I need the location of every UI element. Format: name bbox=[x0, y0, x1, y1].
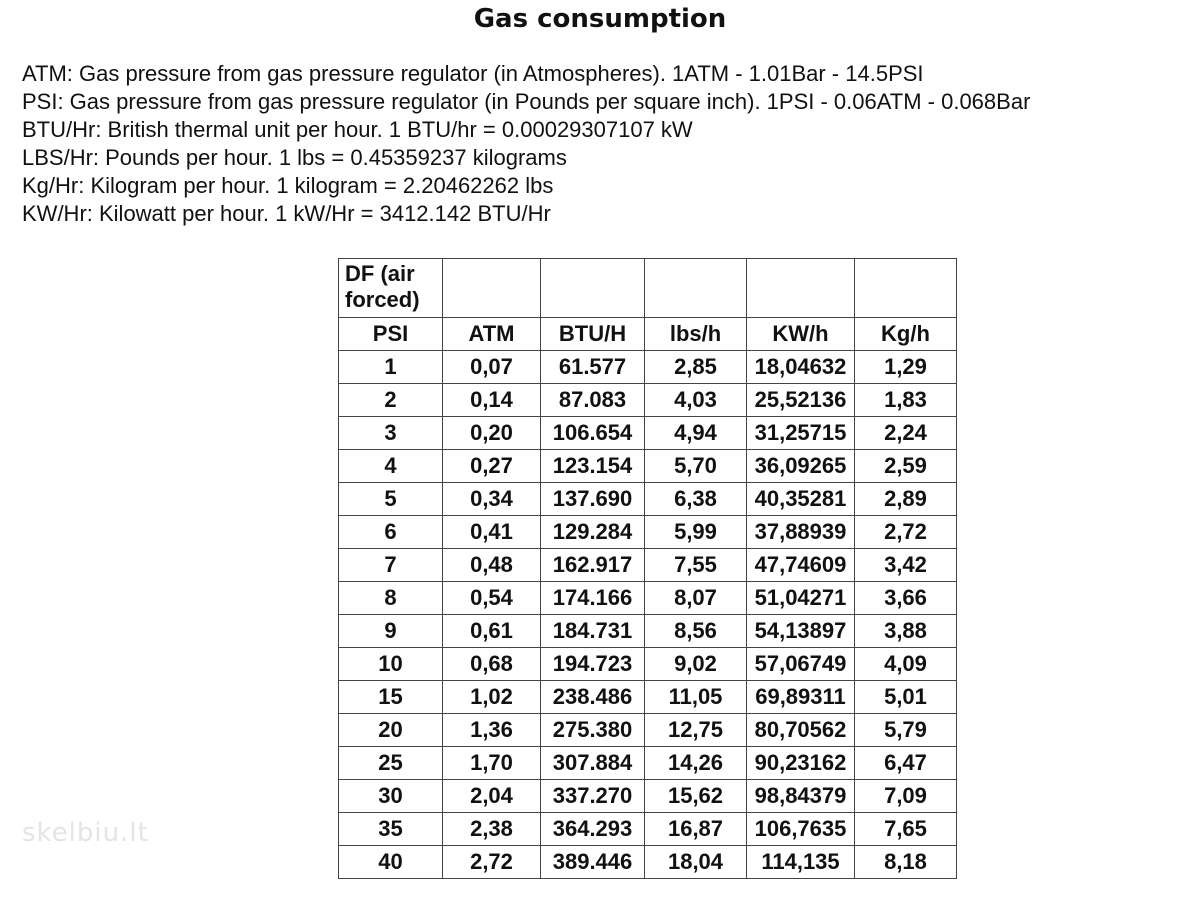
cell-atm: 2,38 bbox=[443, 813, 541, 846]
cell-kg: 3,88 bbox=[855, 615, 957, 648]
definition-kw: KW/Hr: Kilowatt per hour. 1 kW/Hr = 3412.142 BTU/Hr bbox=[22, 201, 551, 226]
cell-psi: 2 bbox=[339, 384, 443, 417]
cell-btu: 238.486 bbox=[541, 681, 645, 714]
cell-btu: 61.577 bbox=[541, 351, 645, 384]
cell-kw: 40,35281 bbox=[747, 483, 855, 516]
table-caption: DF (air forced) bbox=[339, 259, 443, 318]
definition-atm: ATM: Gas pressure from gas pressure regulator (in Atmospheres). 1ATM - 1.01Bar - 14.5PSI bbox=[22, 61, 924, 86]
cell-btu: 106.654 bbox=[541, 417, 645, 450]
table-row bbox=[339, 648, 957, 681]
table-caption-row bbox=[339, 259, 957, 318]
cell-psi: 8 bbox=[339, 582, 443, 615]
cell-psi: 30 bbox=[339, 780, 443, 813]
cell-psi: 4 bbox=[339, 450, 443, 483]
table-row bbox=[339, 417, 957, 450]
cell-atm: 0,41 bbox=[443, 516, 541, 549]
cell-atm: 0,27 bbox=[443, 450, 541, 483]
cell-kg: 3,42 bbox=[855, 549, 957, 582]
cell-btu: 184.731 bbox=[541, 615, 645, 648]
header-btu: BTU/H bbox=[541, 318, 645, 351]
cell-kg: 3,66 bbox=[855, 582, 957, 615]
cell-atm: 0,20 bbox=[443, 417, 541, 450]
cell-lbs: 5,99 bbox=[645, 516, 747, 549]
cell-kg: 2,24 bbox=[855, 417, 957, 450]
cell-kg: 1,29 bbox=[855, 351, 957, 384]
empty-cell bbox=[541, 259, 645, 318]
table-row bbox=[339, 516, 957, 549]
cell-lbs: 16,87 bbox=[645, 813, 747, 846]
cell-kw: 57,06749 bbox=[747, 648, 855, 681]
cell-kw: 106,7635 bbox=[747, 813, 855, 846]
cell-lbs: 15,62 bbox=[645, 780, 747, 813]
cell-psi: 1 bbox=[339, 351, 443, 384]
cell-kw: 36,09265 bbox=[747, 450, 855, 483]
table-row bbox=[339, 615, 957, 648]
watermark-logo: skelbiu.lt bbox=[22, 818, 149, 848]
cell-btu: 123.154 bbox=[541, 450, 645, 483]
definitions-block bbox=[22, 60, 1030, 228]
cell-lbs: 8,07 bbox=[645, 582, 747, 615]
cell-lbs: 5,70 bbox=[645, 450, 747, 483]
cell-kw: 18,04632 bbox=[747, 351, 855, 384]
cell-btu: 162.917 bbox=[541, 549, 645, 582]
table-row bbox=[339, 780, 957, 813]
cell-atm: 0,61 bbox=[443, 615, 541, 648]
cell-psi: 3 bbox=[339, 417, 443, 450]
definition-kg: Kg/Hr: Kilogram per hour. 1 kilogram = 2.20462262 lbs bbox=[22, 173, 554, 198]
table-row bbox=[339, 813, 957, 846]
header-psi: PSI bbox=[339, 318, 443, 351]
cell-kg: 7,09 bbox=[855, 780, 957, 813]
cell-kg: 6,47 bbox=[855, 747, 957, 780]
table-row bbox=[339, 747, 957, 780]
table-row bbox=[339, 582, 957, 615]
empty-cell bbox=[855, 259, 957, 318]
cell-kw: 54,13897 bbox=[747, 615, 855, 648]
cell-psi: 7 bbox=[339, 549, 443, 582]
cell-btu: 137.690 bbox=[541, 483, 645, 516]
cell-atm: 0,48 bbox=[443, 549, 541, 582]
cell-lbs: 9,02 bbox=[645, 648, 747, 681]
definition-lbs: LBS/Hr: Pounds per hour. 1 lbs = 0.45359237 kilograms bbox=[22, 145, 567, 170]
cell-kg: 5,01 bbox=[855, 681, 957, 714]
cell-kw: 47,74609 bbox=[747, 549, 855, 582]
cell-kw: 98,84379 bbox=[747, 780, 855, 813]
cell-btu: 389.446 bbox=[541, 846, 645, 879]
empty-cell bbox=[443, 259, 541, 318]
cell-psi: 35 bbox=[339, 813, 443, 846]
header-atm: ATM bbox=[443, 318, 541, 351]
cell-btu: 337.270 bbox=[541, 780, 645, 813]
cell-kw: 90,23162 bbox=[747, 747, 855, 780]
table-row bbox=[339, 483, 957, 516]
definition-psi: PSI: Gas pressure from gas pressure regulator (in Pounds per square inch). 1PSI - 0.06ATM - 0.068Bar bbox=[22, 89, 1031, 114]
table-row bbox=[339, 846, 957, 879]
cell-lbs: 6,38 bbox=[645, 483, 747, 516]
header-kw: KW/h bbox=[747, 318, 855, 351]
cell-btu: 194.723 bbox=[541, 648, 645, 681]
cell-lbs: 2,85 bbox=[645, 351, 747, 384]
cell-psi: 40 bbox=[339, 846, 443, 879]
table-row bbox=[339, 384, 957, 417]
cell-btu: 364.293 bbox=[541, 813, 645, 846]
table-row bbox=[339, 681, 957, 714]
cell-kg: 5,79 bbox=[855, 714, 957, 747]
cell-psi: 20 bbox=[339, 714, 443, 747]
cell-btu: 307.884 bbox=[541, 747, 645, 780]
cell-atm: 1,70 bbox=[443, 747, 541, 780]
cell-kw: 69,89311 bbox=[747, 681, 855, 714]
cell-lbs: 12,75 bbox=[645, 714, 747, 747]
header-kg: Kg/h bbox=[855, 318, 957, 351]
cell-lbs: 7,55 bbox=[645, 549, 747, 582]
cell-psi: 6 bbox=[339, 516, 443, 549]
table-header-row bbox=[339, 318, 957, 351]
cell-psi: 15 bbox=[339, 681, 443, 714]
gas-consumption-table bbox=[338, 258, 957, 879]
empty-cell bbox=[645, 259, 747, 318]
cell-atm: 0,54 bbox=[443, 582, 541, 615]
cell-kg: 2,89 bbox=[855, 483, 957, 516]
cell-atm: 2,72 bbox=[443, 846, 541, 879]
cell-lbs: 4,94 bbox=[645, 417, 747, 450]
cell-atm: 0,14 bbox=[443, 384, 541, 417]
cell-kg: 8,18 bbox=[855, 846, 957, 879]
cell-kw: 25,52136 bbox=[747, 384, 855, 417]
cell-kg: 7,65 bbox=[855, 813, 957, 846]
cell-kw: 114,135 bbox=[747, 846, 855, 879]
page-title: Gas consumption bbox=[473, 4, 727, 34]
cell-psi: 9 bbox=[339, 615, 443, 648]
cell-kw: 37,88939 bbox=[747, 516, 855, 549]
cell-btu: 129.284 bbox=[541, 516, 645, 549]
cell-kg: 2,72 bbox=[855, 516, 957, 549]
cell-lbs: 4,03 bbox=[645, 384, 747, 417]
table-row bbox=[339, 450, 957, 483]
cell-atm: 1,02 bbox=[443, 681, 541, 714]
cell-kg: 4,09 bbox=[855, 648, 957, 681]
cell-psi: 10 bbox=[339, 648, 443, 681]
table-row bbox=[339, 714, 957, 747]
cell-btu: 275.380 bbox=[541, 714, 645, 747]
header-lbs: lbs/h bbox=[645, 318, 747, 351]
cell-lbs: 18,04 bbox=[645, 846, 747, 879]
cell-atm: 1,36 bbox=[443, 714, 541, 747]
cell-atm: 0,34 bbox=[443, 483, 541, 516]
cell-btu: 174.166 bbox=[541, 582, 645, 615]
cell-kg: 2,59 bbox=[855, 450, 957, 483]
cell-kw: 80,70562 bbox=[747, 714, 855, 747]
cell-lbs: 11,05 bbox=[645, 681, 747, 714]
cell-psi: 25 bbox=[339, 747, 443, 780]
cell-kg: 1,83 bbox=[855, 384, 957, 417]
cell-lbs: 14,26 bbox=[645, 747, 747, 780]
definition-btu: BTU/Hr: British thermal unit per hour. 1 BTU/hr = 0.00029307107 kW bbox=[22, 117, 693, 142]
cell-btu: 87.083 bbox=[541, 384, 645, 417]
cell-kw: 31,25715 bbox=[747, 417, 855, 450]
cell-atm: 0,07 bbox=[443, 351, 541, 384]
table-row bbox=[339, 549, 957, 582]
cell-atm: 0,68 bbox=[443, 648, 541, 681]
cell-kw: 51,04271 bbox=[747, 582, 855, 615]
empty-cell bbox=[747, 259, 855, 318]
table-row bbox=[339, 351, 957, 384]
cell-atm: 2,04 bbox=[443, 780, 541, 813]
cell-lbs: 8,56 bbox=[645, 615, 747, 648]
cell-psi: 5 bbox=[339, 483, 443, 516]
